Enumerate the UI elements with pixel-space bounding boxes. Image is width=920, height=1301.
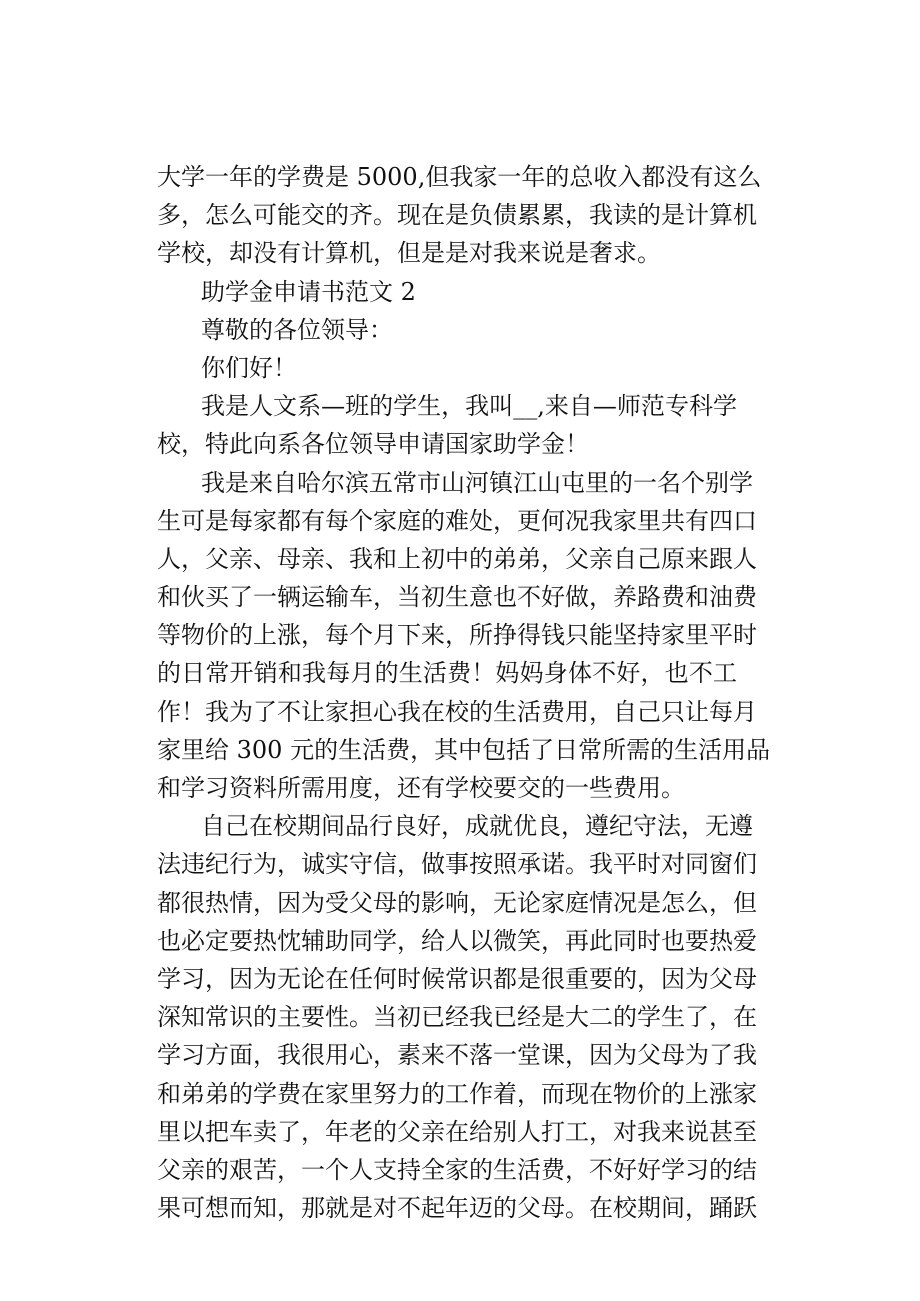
text-line: 尊敬的各位领导： xyxy=(201,315,393,344)
text-line: 也必定要热忱辅助同学，给人以微笑，再此同时也要热爱 xyxy=(157,926,757,955)
text-line: 和学习资料所需用度，还有学校要交的一些费用。 xyxy=(157,774,685,802)
text-line: 和弟弟的学费在家里努力的工作着，而现在物价的上涨家 xyxy=(157,1079,757,1108)
text-line: 人，父亲、母亲、我和上初中的弟弟，父亲自己原来跟人 xyxy=(157,544,757,573)
text-line: 父亲的艰苦，一个人支持全家的生活费，不好好学习的结 xyxy=(157,1155,757,1184)
text-line: 的日常开销和我每月的生活费！妈妈身体不好，也不工 xyxy=(157,659,737,688)
text-line: 和伙买了一辆运输车，当初生意也不好做，养路费和油费 xyxy=(157,583,757,612)
text-line: 我是来自哈尔滨五常市山河镇江山屯里的一名个别学 xyxy=(201,468,753,497)
text-line: 学校，却没有计算机，但是是对我来说是奢求。 xyxy=(157,239,661,268)
text-line: 大学一年的学费是 5000,但我家一年的总收入都没有这么 xyxy=(157,163,762,191)
text-line: 法违纪行为，诚实守信，做事按照承诺。我平时对同窗们 xyxy=(157,850,757,879)
text-line: 等物价的上涨，每个月下来，所挣得钱只能坚持家里平时 xyxy=(157,621,757,650)
text-line: 自己在校期间品行良好，成就优良，遵纪守法，无遵 xyxy=(201,812,753,841)
text-line: 生可是每家都有每个家庭的难处，更何况我家里共有四口 xyxy=(157,506,757,535)
document-body xyxy=(157,158,771,1227)
text-line: 里以把车卖了，年老的父亲在给别人打工，对我来说甚至 xyxy=(157,1117,757,1146)
text-line: 校，特此向系各位领导申请国家助学金！ xyxy=(157,430,589,459)
text-line: 都很热情，因为受父母的影响，无论家庭情况是怎么，但 xyxy=(157,888,757,917)
text-line: 家里给 300 元的生活费，其中包括了日常所需的生活用品 xyxy=(157,735,771,764)
text-line: 我是人文系—班的学生，我叫__,来自—师范专科学 xyxy=(201,392,737,421)
text-line: 作！我为了不让家担心我在校的生活费用，自己只让每月 xyxy=(157,697,757,726)
text-line: 学习，因为无论在任何时候常识都是很重要的，因为父母 xyxy=(157,964,757,993)
text-line: 学习方面，我很用心，素来不落一堂课，因为父母为了我 xyxy=(157,1041,757,1070)
text-line: 多，怎么可能交的齐。现在是负债累累，我读的是计算机 xyxy=(157,201,757,230)
text-line: 果可想而知，那就是对不起年迈的父母。在校期间，踊跃 xyxy=(157,1194,757,1223)
text-line: 深知常识的主要性。当初已经我已经是大二的学生了，在 xyxy=(157,1003,757,1032)
text-line: 你们好！ xyxy=(201,353,297,382)
text-line: 助学金申请书范文 2 xyxy=(201,277,416,306)
